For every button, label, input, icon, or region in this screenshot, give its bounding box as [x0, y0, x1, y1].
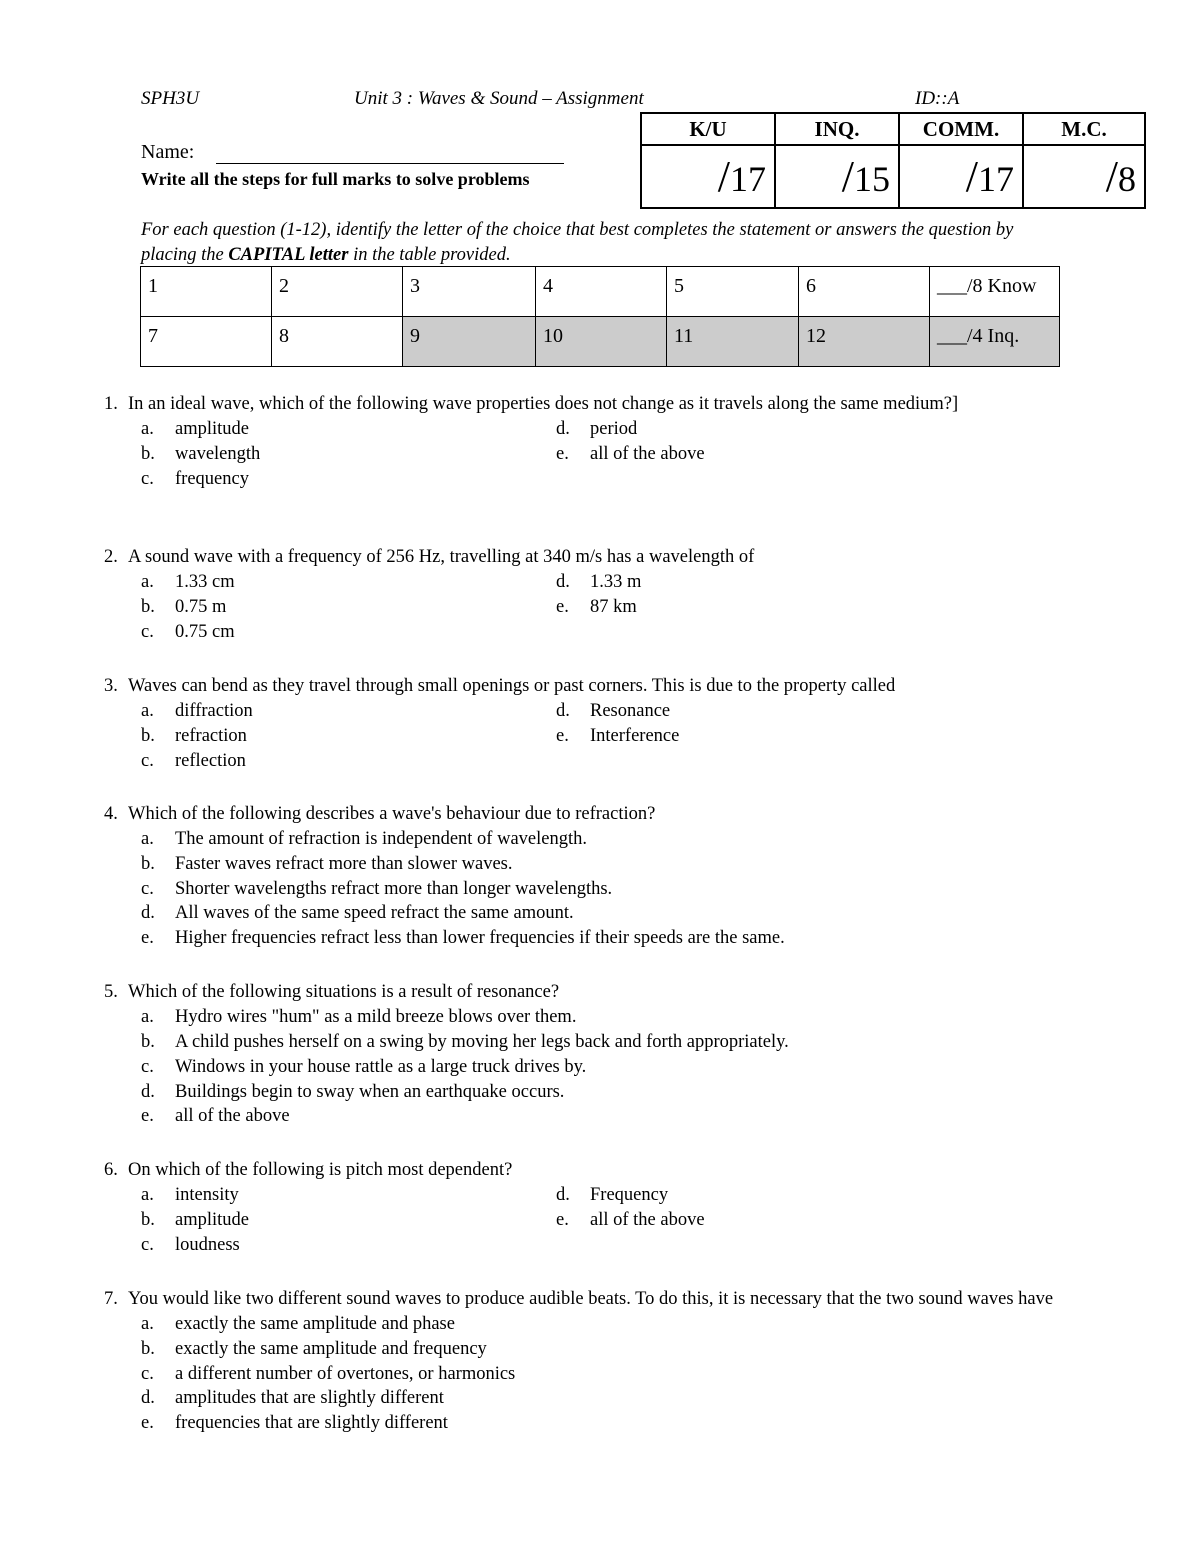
score-slash: / [1105, 152, 1118, 201]
assignment-title: Unit 3 : Waves & Sound – Assignment [354, 88, 644, 109]
choice-text: Resonance [590, 700, 671, 721]
question-number: 7. [104, 1289, 118, 1309]
question-3 [104, 674, 1064, 774]
choice-text: 0.75 m [175, 596, 227, 617]
choice-letter: d. [556, 418, 570, 439]
choice[interactable] [141, 1005, 576, 1030]
choice-letter: c. [141, 1056, 154, 1077]
question-1 [104, 392, 1064, 492]
answer-cell[interactable]: 7 [141, 317, 272, 367]
choice[interactable] [556, 1208, 705, 1233]
answer-cell[interactable]: 5 [667, 267, 799, 317]
choice-text: Shorter wavelengths refract more than longer wavelengths. [175, 878, 613, 899]
question-number: 1. [104, 394, 118, 414]
choice[interactable] [141, 1233, 240, 1258]
score-slash: / [717, 152, 730, 201]
course-code: SPH3U [141, 88, 200, 109]
answer-cell[interactable]: 10 [536, 317, 667, 367]
choice-letter: a. [141, 418, 154, 439]
question-stem [104, 802, 1064, 827]
document-id: ID::A [915, 88, 960, 109]
choice[interactable] [141, 926, 785, 951]
answer-cell[interactable]: 12 [799, 317, 930, 367]
choice-letter: e. [556, 443, 569, 464]
choice-letter: e. [141, 927, 154, 948]
steps-note: Write all the steps for full marks to solve problems [141, 169, 530, 189]
name-label: Name: [141, 141, 195, 163]
choice-letter: e. [556, 1209, 569, 1230]
choice-letter: e. [556, 596, 569, 617]
choice-letter: a. [141, 1184, 154, 1205]
choice-letter: d. [556, 1184, 570, 1205]
choice-text: diffraction [175, 700, 253, 721]
choice-letter: b. [141, 596, 155, 617]
choice[interactable] [141, 852, 513, 877]
choice-letter: c. [141, 1363, 154, 1384]
choice-letter: e. [556, 725, 569, 746]
choice-letter: c. [141, 1234, 154, 1255]
choice-text: The amount of refraction is independent of wavelength. [175, 828, 587, 849]
question-stem [104, 1287, 1064, 1312]
choice[interactable] [141, 1104, 290, 1129]
choice-text: Hydro wires "hum" as a mild breeze blows over them. [175, 1006, 577, 1027]
answer-cell[interactable]: 6 [799, 267, 930, 317]
question-number: 2. [104, 547, 118, 567]
choice[interactable] [141, 570, 235, 595]
question-5 [104, 980, 1064, 1130]
answer-cell[interactable]: 1 [141, 267, 272, 317]
choice[interactable] [556, 699, 670, 724]
choice-letter: b. [141, 443, 155, 464]
choice[interactable] [141, 595, 226, 620]
choice-letter: c. [141, 621, 154, 642]
answer-cell[interactable]: 3 [403, 267, 536, 317]
question-stem [104, 392, 1064, 417]
choice[interactable] [141, 1386, 444, 1411]
question-6 [104, 1158, 1064, 1258]
choice-text: frequencies that are slightly different [175, 1412, 448, 1433]
score-mc[interactable] [1023, 145, 1145, 208]
choice-letter: d. [141, 902, 155, 923]
choice[interactable] [141, 1030, 789, 1055]
choice-text: exactly the same amplitude and frequency [175, 1338, 487, 1359]
name-field[interactable] [216, 163, 564, 164]
question-number: 6. [104, 1160, 118, 1180]
choice-text: 1.33 cm [175, 571, 235, 592]
score-label-mc: M.C. [1023, 113, 1145, 145]
answer-cell[interactable]: 11 [667, 317, 799, 367]
answer-cell[interactable]: 2 [272, 267, 403, 317]
choice[interactable] [141, 724, 247, 749]
score-label-ku: K/U [641, 113, 775, 145]
choice-text: exactly the same amplitude and phase [175, 1313, 455, 1334]
question-number: 3. [104, 676, 118, 696]
answer-cell[interactable]: 9 [403, 317, 536, 367]
choice-text: Faster waves refract more than slower waves. [175, 853, 513, 874]
score-slash: / [841, 152, 854, 201]
question-text: You would like two different sound waves to produce audible beats. To do this, it is necessary that the two sound waves have [128, 1289, 1054, 1309]
choice-text: loudness [175, 1234, 240, 1255]
choice[interactable] [556, 442, 705, 467]
choice-letter: b. [141, 1338, 155, 1359]
choice[interactable] [141, 1312, 455, 1337]
answer-table [140, 266, 1060, 367]
instructions-text: For each question (1-12), identify the letter of the choice that best completes the statement or answers the question by placing the [141, 220, 1014, 265]
choice-letter: b. [141, 853, 155, 874]
choice-text: intensity [175, 1184, 239, 1205]
question-text: Waves can bend as they travel through small openings or past corners. This is due to the property called [128, 676, 896, 696]
choice[interactable] [141, 417, 249, 442]
question-stem [104, 980, 1064, 1005]
question-4 [104, 802, 1064, 952]
question-text: Which of the following describes a wave's behaviour due to refraction? [128, 804, 656, 824]
inq-score-cell[interactable]: ___/4 Inq. [930, 317, 1060, 367]
score-table [640, 112, 1146, 209]
choice-letter: e. [141, 1105, 154, 1126]
choice-text: Frequency [590, 1184, 669, 1205]
choice-letter: a. [141, 828, 154, 849]
question-text: Which of the following situations is a result of resonance? [128, 982, 560, 1002]
choice-letter: c. [141, 750, 154, 771]
choice[interactable] [141, 1183, 239, 1208]
choice-letter: c. [141, 468, 154, 489]
choice[interactable] [141, 901, 574, 926]
question-2 [104, 545, 1064, 645]
choice-text: period [590, 418, 638, 439]
choice-text: all of the above [590, 1209, 705, 1230]
choice-text: 1.33 m [590, 571, 642, 592]
choice-text: amplitude [175, 418, 249, 439]
choice-text: reflection [175, 750, 246, 771]
choice-text: frequency [175, 468, 249, 489]
choice[interactable] [556, 1183, 668, 1208]
choice-text: wavelength [175, 443, 261, 464]
score-total: 17 [978, 159, 1014, 199]
score-ku[interactable] [641, 145, 775, 208]
question-stem [104, 545, 1064, 570]
score-label-inq: INQ. [775, 113, 899, 145]
choice[interactable] [556, 724, 679, 749]
question-stem [104, 1158, 1064, 1183]
choice-letter: b. [141, 1209, 155, 1230]
score-total: 17 [730, 159, 766, 199]
choice-letter: c. [141, 878, 154, 899]
choice-letter: b. [141, 725, 155, 746]
choice[interactable] [141, 1080, 564, 1105]
score-total: 15 [854, 159, 890, 199]
score-inq[interactable] [775, 145, 899, 208]
choice-text: all of the above [590, 443, 705, 464]
choice[interactable] [141, 1208, 249, 1233]
instructions-bold: CAPITAL letter [228, 245, 349, 265]
choice[interactable] [141, 467, 249, 492]
choice[interactable] [141, 1362, 515, 1387]
choice-text: Interference [590, 725, 680, 746]
question-text: On which of the following is pitch most dependent? [128, 1160, 513, 1180]
choice[interactable] [141, 620, 235, 645]
choice-letter: a. [141, 571, 154, 592]
choice-letter: e. [141, 1412, 154, 1433]
choice-letter: b. [141, 1031, 155, 1052]
choice-text: 0.75 cm [175, 621, 235, 642]
choice[interactable] [141, 877, 612, 902]
choice-letter: a. [141, 700, 154, 721]
choice-letter: a. [141, 1313, 154, 1334]
choice-letter: d. [141, 1387, 155, 1408]
question-number: 5. [104, 982, 118, 1002]
choice-letter: d. [556, 700, 570, 721]
question-stem [104, 674, 1064, 699]
score-total: 8 [1118, 159, 1136, 199]
choice[interactable] [141, 1337, 487, 1362]
question-7 [104, 1287, 1064, 1437]
choice-text: All waves of the same speed refract the same amount. [175, 902, 574, 923]
choice-text: amplitudes that are slightly different [175, 1387, 444, 1408]
answer-cell[interactable]: 8 [272, 317, 403, 367]
choice[interactable] [141, 699, 253, 724]
instructions-text-end: in the table provided. [348, 245, 511, 265]
choice[interactable] [141, 442, 260, 467]
choice[interactable] [556, 570, 641, 595]
choice[interactable] [556, 417, 637, 442]
question-number: 4. [104, 804, 118, 824]
score-label-comm: COMM. [899, 113, 1023, 145]
choice-text: all of the above [175, 1105, 290, 1126]
score-slash: / [965, 152, 978, 201]
choice[interactable] [556, 595, 637, 620]
choice-text: a different number of overtones, or harmonics [175, 1363, 516, 1384]
choice-letter: d. [556, 571, 570, 592]
choice-letter: d. [141, 1081, 155, 1102]
choice-text: A child pushes herself on a swing by moving her legs back and forth appropriately. [175, 1031, 789, 1052]
answer-cell[interactable]: 4 [536, 267, 667, 317]
choice[interactable] [141, 827, 587, 852]
score-comm[interactable] [899, 145, 1023, 208]
choice-text: 87 km [590, 596, 637, 617]
choice[interactable] [141, 1055, 586, 1080]
choice-letter: a. [141, 1006, 154, 1027]
choice-text: refraction [175, 725, 247, 746]
choice-text: Buildings begin to sway when an earthquake occurs. [175, 1081, 565, 1102]
know-score-cell[interactable]: ___/8 Know [930, 267, 1060, 317]
choice[interactable] [141, 749, 246, 774]
choice-text: Higher frequencies refract less than lower frequencies if their speeds are the same. [175, 927, 785, 948]
choice-text: Windows in your house rattle as a large truck drives by. [175, 1056, 587, 1077]
choice[interactable] [141, 1411, 448, 1436]
question-text: In an ideal wave, which of the following wave properties does not change as it travels along the same medium?] [128, 394, 959, 414]
choice-text: amplitude [175, 1209, 249, 1230]
question-text: A sound wave with a frequency of 256 Hz, travelling at 340 m/s has a wavelength of [128, 547, 755, 567]
instructions [141, 218, 1041, 268]
